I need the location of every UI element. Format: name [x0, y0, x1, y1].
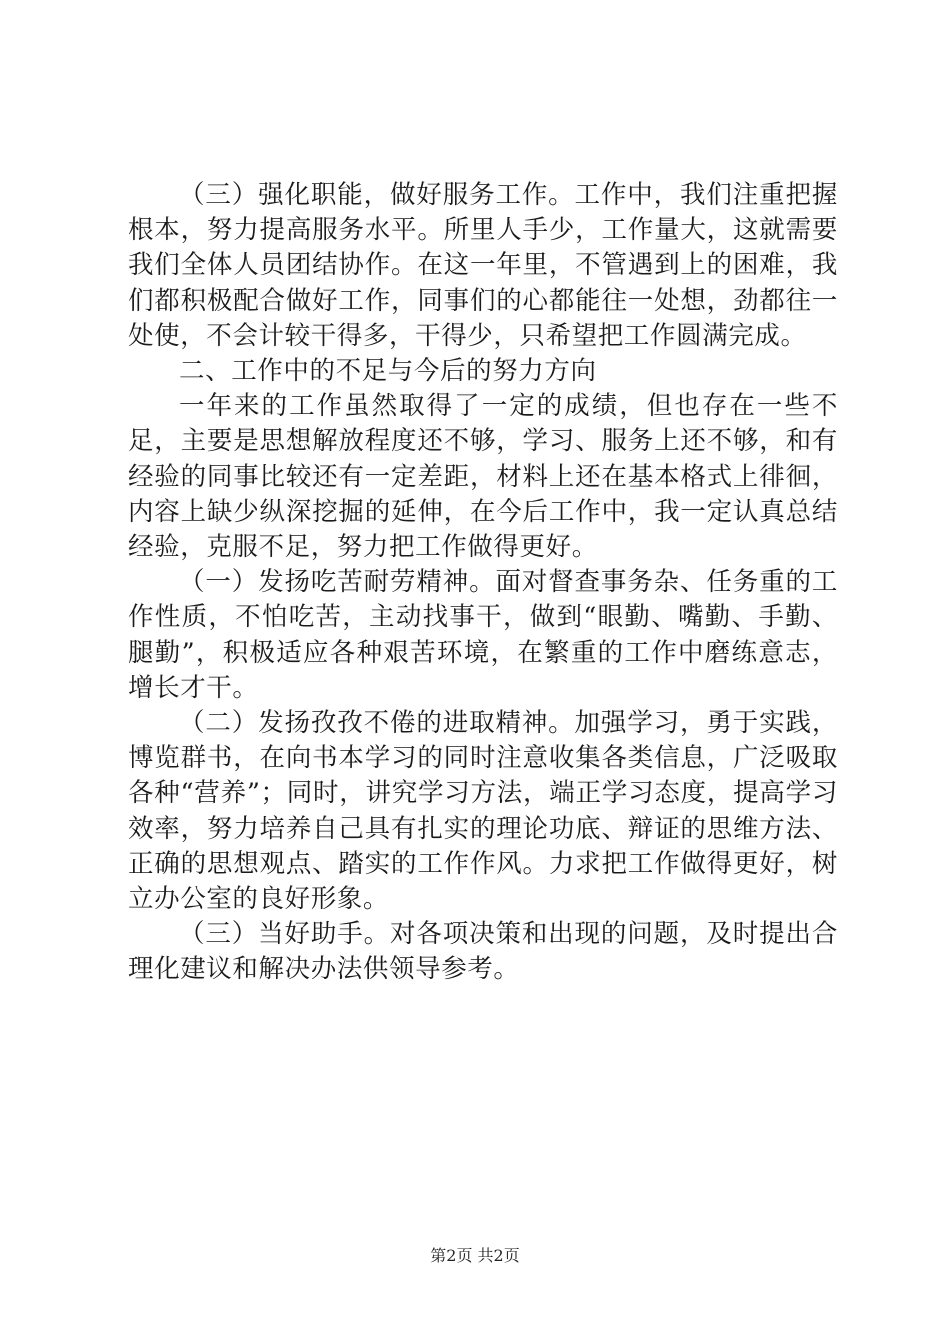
- section-heading-shortcomings: 二、工作中的不足与今后的努力方向: [179, 356, 597, 387]
- document-body: [128, 178, 838, 988]
- paragraph-shortcomings-summary: 一年来的工作虽然取得了一定的成绩，但也存在一些不足，主要是思想解放程度还不够，学习、服务上还不够，和有经验的同事比较还有一定差距，材料上还在基本格式上徘徊，内容上缺少纵深挖掘的延伸，在今后工作中，我一定认真总结经验，克服不足，努力把工作做得更好。: [128, 391, 838, 563]
- paragraph-good-assistant: （三）当好助手。对各项决策和出现的问题，及时提出合理化建议和解决办法供领导参考。: [128, 919, 838, 985]
- paragraph-strengthen-functions: （三）强化职能，做好服务工作。工作中，我们注重把握根本，努力提高服务水平。所里人手少，工作量大，这就需要我们全体人员团结协作。在这一年里，不管遇到上的困难，我们都积极配合做好工作，同事们的心都能往一处想，劲都往一处使，不会计较干得多，干得少，只希望把工作圆满完成。: [128, 180, 838, 351]
- page-number-footer: 第2页 共2页: [430, 1246, 520, 1265]
- paragraph-hard-work-spirit: （一）发扬吃苦耐劳精神。面对督查事务杂、任务重的工作性质，不怕吃苦，主动找事干，做到“眼勤、嘴勤、手勤、腿勤”，积极适应各种艰苦环境，在繁重的工作中磨练意志，增长才干。: [128, 567, 838, 703]
- paragraph-enterprising-spirit: （二）发扬孜孜不倦的进取精神。加强学习，勇于实践，博览群书，在向书本学习的同时注意收集各类信息，广泛吸取各种“营养”；同时，讲究学习方法，端正学习态度，提高学习效率，努力培养自己具有扎实的理论功底、辩证的思维方法、正确的思想观点、踏实的工作作风。力求把工作做得更好，树立办公室的良好形象。: [128, 708, 838, 915]
